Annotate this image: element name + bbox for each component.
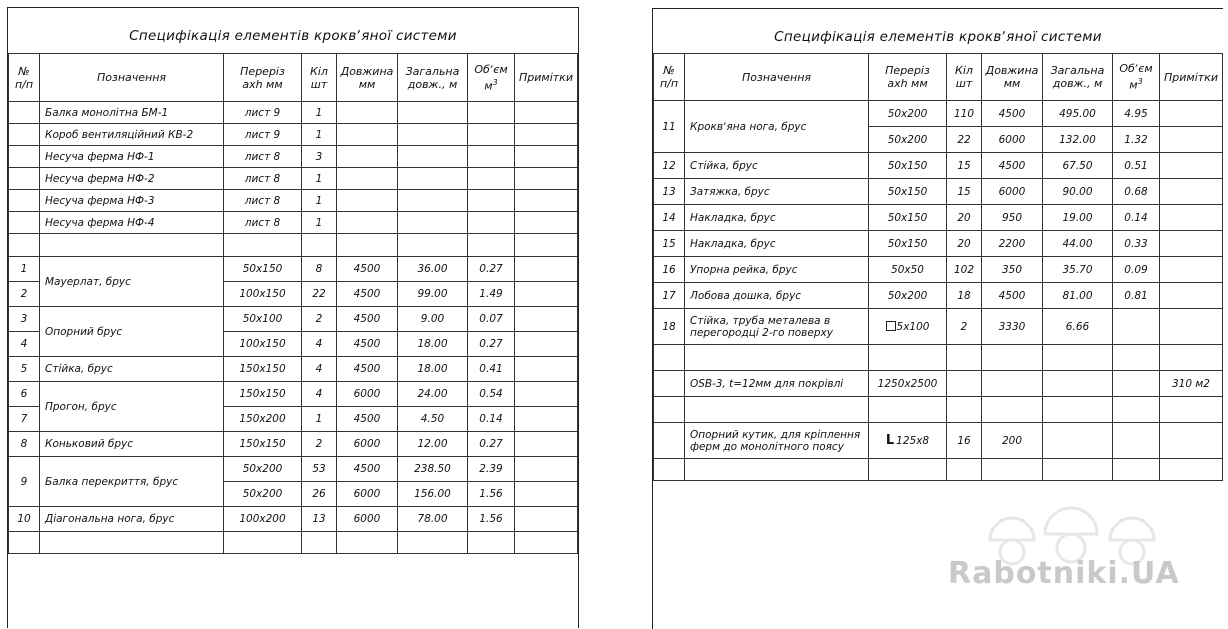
row-qty [302, 234, 337, 257]
header-volume [468, 54, 515, 102]
row-volume: 0.09 [1113, 257, 1160, 283]
row-total: 99.00 [398, 282, 468, 307]
row-num [9, 234, 40, 257]
row-volume [468, 102, 515, 124]
row-qty: 18 [947, 283, 982, 309]
table-row [9, 357, 578, 382]
row-notes [1160, 309, 1223, 345]
row-length: 4500 [337, 282, 398, 307]
row-name: Лобова дошка, брус [685, 283, 869, 309]
row-name: Накладка, брус [685, 231, 869, 257]
row-num [9, 168, 40, 190]
table-row [654, 101, 1223, 127]
row-section-text: 125x8 [896, 435, 930, 447]
watermark-text: Rabotniki.UA [948, 556, 1180, 591]
header-length-text: Довжина мм [340, 64, 394, 91]
row-notes [1160, 179, 1223, 205]
left-spec-sheet [7, 7, 579, 628]
row-total: 19.00 [1043, 205, 1113, 231]
header-section-text: Переріз axh мм [885, 64, 930, 90]
header-qty [302, 54, 337, 102]
row-qty: 4 [302, 382, 337, 407]
row-notes [1160, 127, 1223, 153]
row-qty: 1 [302, 407, 337, 432]
row-section: лист 8 [224, 168, 302, 190]
row-num: 12 [654, 153, 685, 179]
row-num: 18 [654, 309, 685, 345]
row-name: Балка монолітна БМ-1 [40, 102, 224, 124]
row-qty: 20 [947, 231, 982, 257]
row-length: 6000 [337, 432, 398, 457]
header-total [398, 54, 468, 102]
row-name: Коньковий брус [40, 432, 224, 457]
row-section: 50x200 [224, 457, 302, 482]
table-row [9, 212, 578, 234]
row-qty: 3 [302, 146, 337, 168]
row-notes [515, 146, 578, 168]
row-section: 50x200 [869, 101, 947, 127]
row-total [398, 168, 468, 190]
row-notes [515, 357, 578, 382]
row-section: 100x200 [224, 507, 302, 532]
header-num-text: № п/п [14, 64, 34, 91]
row-volume [468, 212, 515, 234]
row-name: Опорний брус [40, 307, 224, 357]
row-volume: 0.51 [1113, 153, 1160, 179]
row-total: 90.00 [1043, 179, 1113, 205]
row-length: 6000 [982, 179, 1043, 205]
row-notes [515, 234, 578, 257]
row-section: 50x150 [869, 231, 947, 257]
left-spec-table [8, 53, 578, 554]
row-qty: 4 [302, 357, 337, 382]
header-section [224, 54, 302, 102]
row-total: 44.00 [1043, 231, 1113, 257]
row-notes [515, 190, 578, 212]
table-row [9, 102, 578, 124]
row-qty: 20 [947, 205, 982, 231]
row-num [9, 190, 40, 212]
row-qty: 1 [302, 190, 337, 212]
row-section: 150x150 [224, 382, 302, 407]
row-qty: 1 [302, 212, 337, 234]
row-length [337, 124, 398, 146]
row-name: Діагональна нога, брус [40, 507, 224, 532]
row-num: 14 [654, 205, 685, 231]
row-num: 6 [9, 382, 40, 407]
row-length: 4500 [337, 332, 398, 357]
row-notes [515, 282, 578, 307]
table-row [9, 257, 578, 282]
row-total: 35.70 [1043, 257, 1113, 283]
row-num: 1 [9, 257, 40, 282]
row-num: 17 [654, 283, 685, 309]
row-length: 4500 [982, 101, 1043, 127]
row-num: 3 [9, 307, 40, 332]
row-length [337, 212, 398, 234]
row-length: 4500 [337, 257, 398, 282]
row-length: 6000 [337, 482, 398, 507]
row-notes [515, 457, 578, 482]
row-num: 4 [9, 332, 40, 357]
table-row [9, 146, 578, 168]
helmet-icon [1045, 508, 1097, 534]
row-total: 24.00 [398, 382, 468, 407]
table-row [9, 168, 578, 190]
row-length: 4500 [982, 153, 1043, 179]
row-volume [468, 168, 515, 190]
row-total: 132.00 [1043, 127, 1113, 153]
row-volume: 0.27 [468, 257, 515, 282]
row-volume: 0.27 [468, 432, 515, 457]
row-name: Опорний кутик, для кріплення ферм до монолітного поясу [685, 423, 869, 459]
row-section: 100x150 [224, 332, 302, 357]
header-total-text: Загальна довж., м [1050, 64, 1105, 90]
row-notes [515, 307, 578, 332]
row-qty: 22 [947, 127, 982, 153]
row-num [9, 146, 40, 168]
row-name: OSB-3, t=12мм для покрівлі [685, 371, 869, 397]
row-length [337, 234, 398, 257]
header-notes: Примітки [1160, 54, 1223, 101]
header-name: Позначення [40, 54, 224, 102]
table-row [9, 190, 578, 212]
row-total: 78.00 [398, 507, 468, 532]
row-name [40, 234, 224, 257]
row-total: 36.00 [398, 257, 468, 282]
header-total [1043, 54, 1113, 101]
table-row [654, 205, 1223, 231]
row-total [398, 124, 468, 146]
table-row [654, 231, 1223, 257]
row-num: 9 [9, 457, 40, 507]
row-section: 50x200 [224, 482, 302, 507]
row-notes [1160, 101, 1223, 127]
row-volume: 1.49 [468, 282, 515, 307]
row-qty: 1 [302, 168, 337, 190]
row-notes [515, 382, 578, 407]
row-name: Кроквʼяна нога, брус [685, 101, 869, 153]
row-name: Стійка, брус [685, 153, 869, 179]
table-row [654, 153, 1223, 179]
table-row [9, 432, 578, 457]
table-row [654, 179, 1223, 205]
row-total [398, 146, 468, 168]
row-qty: 15 [947, 153, 982, 179]
row-num: 2 [9, 282, 40, 307]
row-name: Накладка, брус [685, 205, 869, 231]
row-volume: 0.14 [1113, 205, 1160, 231]
row-total: 67.50 [1043, 153, 1113, 179]
row-section: 50x200 [869, 127, 947, 153]
row-volume: 0.33 [1113, 231, 1160, 257]
header-total-text: Загальна довж., м [405, 64, 460, 91]
row-section: лист 8 [224, 146, 302, 168]
header-volume [1113, 54, 1160, 101]
row-qty: 53 [302, 457, 337, 482]
table-row [9, 234, 578, 257]
row-name: Короб вентиляційний КВ-2 [40, 124, 224, 146]
row-section: 1250x2500 [869, 371, 947, 397]
row-total: 4.50 [398, 407, 468, 432]
row-total [398, 190, 468, 212]
row-notes [515, 507, 578, 532]
row-num: 13 [654, 179, 685, 205]
row-notes [515, 124, 578, 146]
angle-profile-icon: L [885, 433, 895, 448]
empty-row [654, 397, 1223, 423]
row-qty: 26 [302, 482, 337, 507]
row-length [337, 102, 398, 124]
row-notes [1160, 205, 1223, 231]
row-volume: 0.27 [468, 332, 515, 357]
header-num [9, 54, 40, 102]
row-length: 350 [982, 257, 1043, 283]
row-length: 4500 [337, 307, 398, 332]
row-num [654, 423, 685, 459]
header-volume-text: Обʼєм м [1119, 62, 1153, 92]
header-volume-sup: 3 [492, 77, 498, 87]
header-notes: Примітки [515, 54, 578, 102]
row-num: 15 [654, 231, 685, 257]
row-notes [515, 432, 578, 457]
header-section [869, 54, 947, 101]
table-row [9, 457, 578, 482]
row-section: 50x200 [869, 283, 947, 309]
row-num [9, 102, 40, 124]
row-length: 3330 [982, 309, 1043, 345]
row-volume: 1.32 [1113, 127, 1160, 153]
row-total: 81.00 [1043, 283, 1113, 309]
row-qty: 13 [302, 507, 337, 532]
row-num [9, 212, 40, 234]
row-name: Несуча ферма НФ-1 [40, 146, 224, 168]
left-spec-title: Специфікація елементів кроквʼяної системи [129, 28, 457, 44]
row-total [398, 234, 468, 257]
row-total: 495.00 [1043, 101, 1113, 127]
header-num-text: № п/п [659, 64, 679, 90]
table-row [654, 371, 1223, 397]
left-spec-body [9, 102, 578, 554]
row-total [398, 212, 468, 234]
row-num: 8 [9, 432, 40, 457]
row-name: Стійка, брус [40, 357, 224, 382]
row-name: Затяжка, брус [685, 179, 869, 205]
row-num: 10 [9, 507, 40, 532]
table-row [9, 124, 578, 146]
row-num: 16 [654, 257, 685, 283]
row-section: лист 8 [224, 190, 302, 212]
row-section: 150x150 [224, 432, 302, 457]
row-volume: 4.95 [1113, 101, 1160, 127]
header-volume-text: Обʼєм м [474, 62, 508, 93]
row-name: Несуча ферма НФ-3 [40, 190, 224, 212]
row-qty: 102 [947, 257, 982, 283]
row-length: 6000 [982, 127, 1043, 153]
table-row [654, 423, 1223, 459]
row-volume: 2.39 [468, 457, 515, 482]
left-header-row [9, 54, 578, 102]
row-notes [1160, 283, 1223, 309]
row-qty: 22 [302, 282, 337, 307]
table-row [654, 257, 1223, 283]
row-length: 6000 [337, 507, 398, 532]
table-row [654, 309, 1223, 345]
row-length: 4500 [337, 357, 398, 382]
row-total: 6.66 [1043, 309, 1113, 345]
row-volume [468, 124, 515, 146]
row-volume: 1.56 [468, 482, 515, 507]
row-name: Прогон, брус [40, 382, 224, 432]
row-total [398, 102, 468, 124]
row-total: 18.00 [398, 357, 468, 382]
row-name: Упорна рейка, брус [685, 257, 869, 283]
row-section: лист 9 [224, 124, 302, 146]
row-volume: 1.56 [468, 507, 515, 532]
row-volume [468, 190, 515, 212]
row-notes: 310 м2 [1160, 371, 1223, 397]
row-notes [1160, 231, 1223, 257]
helmet-icon [990, 518, 1034, 540]
row-volume: 0.81 [1113, 283, 1160, 309]
header-name: Позначення [685, 54, 869, 101]
row-length [337, 190, 398, 212]
row-length [337, 146, 398, 168]
row-notes [515, 212, 578, 234]
row-section: лист 8 [224, 212, 302, 234]
row-section: 150x150 [224, 357, 302, 382]
row-qty: 8 [302, 257, 337, 282]
row-section: 50x100 [224, 307, 302, 332]
row-section [869, 309, 947, 345]
row-notes [1160, 153, 1223, 179]
header-length-text: Довжина мм [985, 64, 1039, 90]
row-notes [515, 407, 578, 432]
table-row [9, 307, 578, 332]
row-volume: 0.41 [468, 357, 515, 382]
header-qty-text: Кіл шт [310, 64, 328, 91]
row-section [224, 234, 302, 257]
row-volume: 0.54 [468, 382, 515, 407]
row-total: 9.00 [398, 307, 468, 332]
row-notes [515, 482, 578, 507]
row-qty: 16 [947, 423, 982, 459]
row-total: 18.00 [398, 332, 468, 357]
row-notes [515, 102, 578, 124]
row-qty: 110 [947, 101, 982, 127]
row-total: 12.00 [398, 432, 468, 457]
row-section: 100x150 [224, 282, 302, 307]
right-spec-body [654, 101, 1223, 481]
helmet-icon [1110, 518, 1154, 540]
header-length [337, 54, 398, 102]
row-section: 50x50 [869, 257, 947, 283]
row-section: 50x150 [869, 205, 947, 231]
row-qty: 1 [302, 124, 337, 146]
row-notes [515, 257, 578, 282]
row-num: 11 [654, 101, 685, 153]
row-num: 5 [9, 357, 40, 382]
right-spec-title: Специфікація елементів кроквʼяної системи [774, 29, 1102, 45]
header-length [982, 54, 1043, 101]
row-section: лист 9 [224, 102, 302, 124]
row-volume: 0.14 [468, 407, 515, 432]
right-spec-table [653, 53, 1223, 481]
row-section [869, 423, 947, 459]
row-num [654, 371, 685, 397]
row-section: 150x200 [224, 407, 302, 432]
row-notes [1160, 257, 1223, 283]
row-section: 50x150 [869, 179, 947, 205]
right-header-row [654, 54, 1223, 101]
empty-row [654, 345, 1223, 371]
row-name: Несуча ферма НФ-2 [40, 168, 224, 190]
row-num: 7 [9, 407, 40, 432]
header-num [654, 54, 685, 101]
row-volume [1113, 309, 1160, 345]
table-row [9, 382, 578, 407]
row-qty: 4 [302, 332, 337, 357]
row-name: Балка перекриття, брус [40, 457, 224, 507]
header-volume-sup: 3 [1137, 77, 1143, 87]
header-qty [947, 54, 982, 101]
row-length: 6000 [337, 382, 398, 407]
row-name: Стійка, труба металева в перегородці 2-го поверху [685, 309, 869, 345]
row-length: 4500 [337, 457, 398, 482]
row-length: 4500 [337, 407, 398, 432]
row-length: 2200 [982, 231, 1043, 257]
row-num [9, 124, 40, 146]
header-qty-text: Кіл шт [955, 64, 973, 90]
row-volume [468, 146, 515, 168]
empty-row [9, 532, 578, 554]
row-length: 950 [982, 205, 1043, 231]
row-name: Мауерлат, брус [40, 257, 224, 307]
table-row [9, 507, 578, 532]
row-section: 50x150 [224, 257, 302, 282]
row-notes [515, 332, 578, 357]
row-total: 238.50 [398, 457, 468, 482]
row-qty: 2 [947, 309, 982, 345]
row-name: Несуча ферма НФ-4 [40, 212, 224, 234]
row-qty: 1 [302, 102, 337, 124]
header-section-text: Переріз axh мм [240, 64, 285, 91]
row-qty: 2 [302, 307, 337, 332]
row-volume [468, 234, 515, 257]
row-length: 200 [982, 423, 1043, 459]
row-qty: 15 [947, 179, 982, 205]
row-length [337, 168, 398, 190]
row-qty: 2 [302, 432, 337, 457]
row-section: 50x150 [869, 153, 947, 179]
row-volume: 0.07 [468, 307, 515, 332]
row-total: 156.00 [398, 482, 468, 507]
row-volume: 0.68 [1113, 179, 1160, 205]
row-section-text: 5x100 [896, 320, 930, 333]
row-notes [515, 168, 578, 190]
row-length: 4500 [982, 283, 1043, 309]
square-section-icon [886, 321, 896, 331]
table-row [654, 283, 1223, 309]
